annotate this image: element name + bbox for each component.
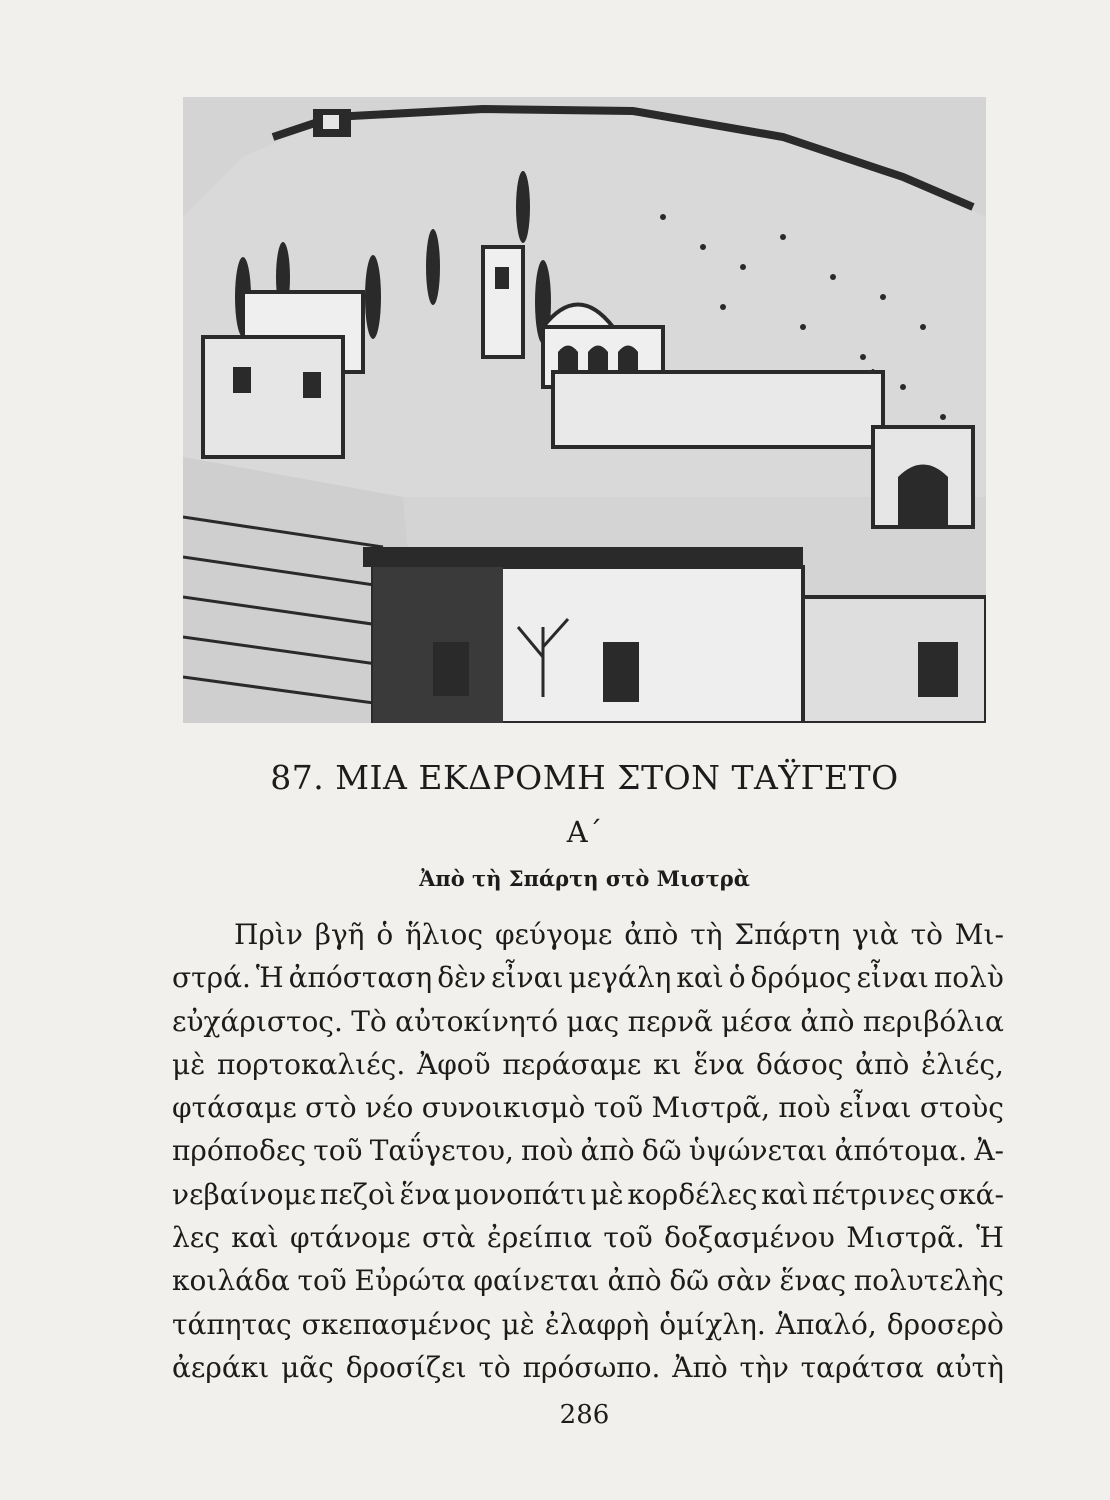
word: Εὐρώτα [354,1264,466,1298]
page-number: 286 [559,1400,610,1430]
word: κορδέλες [627,1177,758,1211]
part-label: Α΄ [566,815,603,849]
word: ἀπὸ [800,1004,855,1038]
word: δροσερὸ [886,1307,1004,1341]
chapter-title: 87. ΜΙΑ ΕΚΔΡΟΜΗ ΣΤΟΝ ΤΑΫΓΕΤΟ [270,758,899,797]
word: πολὺ [933,961,1004,995]
word: φεύγομε [494,918,613,951]
word: κι [653,1047,682,1081]
word: στρά. [172,961,251,995]
word: σκά- [938,1177,1004,1211]
word: αὐτὴ [935,1350,1004,1384]
word: τοῦ [593,1091,644,1125]
word: τοῦ [313,1134,363,1168]
word: στοὺς [919,1091,1004,1125]
text-line [172,1086,1004,1129]
text-line [172,1303,1004,1346]
word: Τὸ [351,1004,387,1038]
word: ἕνα [693,1047,745,1081]
word: εἶναι [839,1091,912,1125]
word: τοῦ [297,1264,347,1298]
word: λες [172,1221,220,1255]
word: φτάσαμε [172,1091,297,1125]
word: ἀεράκι [172,1350,270,1384]
word: μᾶς [281,1350,334,1384]
word: δῶ [669,1264,710,1298]
word: δοξασμένου [664,1221,835,1255]
word: Μιστρᾶ, [651,1091,771,1125]
word: καὶ [761,1177,809,1211]
word: Σπάρτη [734,918,841,951]
word: καὶ [231,1221,279,1255]
word: ὁ [728,961,746,995]
word: δροσίζει [345,1350,467,1384]
word: ἥλιος [405,918,484,951]
word: τὴ [690,918,723,951]
text-line [172,913,1004,956]
word: ποὺ [778,1091,831,1125]
text-line [172,1173,1004,1216]
word: ἐρείπια [486,1221,593,1255]
word: ἀπὸ [855,1047,910,1081]
word: ἀπότομα. [834,1134,968,1168]
word: μέσα [721,1004,792,1038]
word: ταράτσα [800,1350,924,1384]
text-line [172,1216,1004,1259]
word: Μιστρᾶ. [846,1221,965,1255]
word: μὲ [172,1047,206,1081]
word: πέτρινες [812,1177,936,1211]
word: Ἡ [976,1221,1004,1255]
section-subtitle: Ἀπὸ τὴ Σπάρτη στὸ Μιστρὰ [419,866,750,891]
word: μὲ [501,1307,535,1341]
word: Ταΰγετου, [369,1134,514,1168]
word: στὸ [305,1091,357,1125]
word: αὐτοκίνητό [395,1004,559,1038]
word: Ἡ [255,961,284,995]
word: σὰν [716,1264,772,1298]
word: φτάνομε [290,1221,411,1255]
body-text [172,913,1004,1389]
word: περάσαμε [502,1047,642,1081]
word: πρόσωπο. [522,1350,661,1384]
word: ἕνα [399,1177,451,1211]
word: μεγάλη [568,961,672,995]
word: Ἀφοῦ [416,1047,491,1081]
word: δὲν [437,961,487,995]
word: ὑψώνεται [688,1134,828,1168]
word: τὸ [478,1350,511,1384]
text-line [172,1346,1004,1389]
word: ποὺ [521,1134,574,1168]
word: τοῦ [603,1221,653,1255]
text-line [172,1259,1004,1302]
text-line [172,956,1004,999]
word: Ἁπαλό, [775,1307,877,1341]
word: τάπητας [172,1307,292,1341]
word: πορτοκαλιές. [216,1047,406,1081]
word: ἀπὸ [580,1134,635,1168]
word: ἕνας [779,1264,847,1298]
word: ἐλαφρὴ [544,1307,650,1341]
text-line [172,1129,1004,1172]
word: ἀπὸ [624,918,679,951]
word: φαίνεται [473,1264,600,1298]
word: δῶ [641,1134,682,1168]
word: καὶ [676,961,724,995]
word: σκεπασμένος [301,1307,492,1341]
word: Μι- [954,918,1004,951]
text-line [172,1000,1004,1043]
word: νεβαίνομε [172,1177,317,1211]
word: νέο [364,1091,414,1125]
word: Ἀπὸ [672,1350,728,1384]
word: δρόμος [750,961,852,995]
word: γιὰ [852,918,899,951]
word: εἶναι [491,961,564,995]
word: ὁμίχλη. [659,1307,766,1341]
text-line [172,1043,1004,1086]
word: ὁ [376,918,394,951]
mistras-ruins-engraving-icon [183,97,986,723]
word: Πρὶν [234,918,303,951]
word: πρόποδες [172,1134,307,1168]
word: περιβόλια [862,1004,1004,1038]
word: συνοικισμὸ [421,1091,586,1125]
word: τὴν [739,1350,789,1384]
word: πεζοὶ [319,1177,396,1211]
word: τὸ [910,918,943,951]
word: Ἀ- [974,1134,1004,1168]
word: στὰ [421,1221,476,1255]
word: ἀπόσταση [288,961,433,995]
word: ἐλιές, [921,1047,1004,1081]
mistras-illustration [183,97,986,723]
word: πολυτελὴς [853,1264,1004,1298]
word: μας [566,1004,620,1038]
word: περνᾶ [627,1004,713,1038]
word: εἶναι [856,961,929,995]
word: δάσος [756,1047,844,1081]
word: μονοπάτι [454,1177,587,1211]
word: κοιλάδα [172,1264,290,1298]
word: βγῆ [314,918,365,951]
word: ἀπὸ [607,1264,662,1298]
word: μὲ [590,1177,624,1211]
word: εὐχάριστος. [172,1004,343,1038]
